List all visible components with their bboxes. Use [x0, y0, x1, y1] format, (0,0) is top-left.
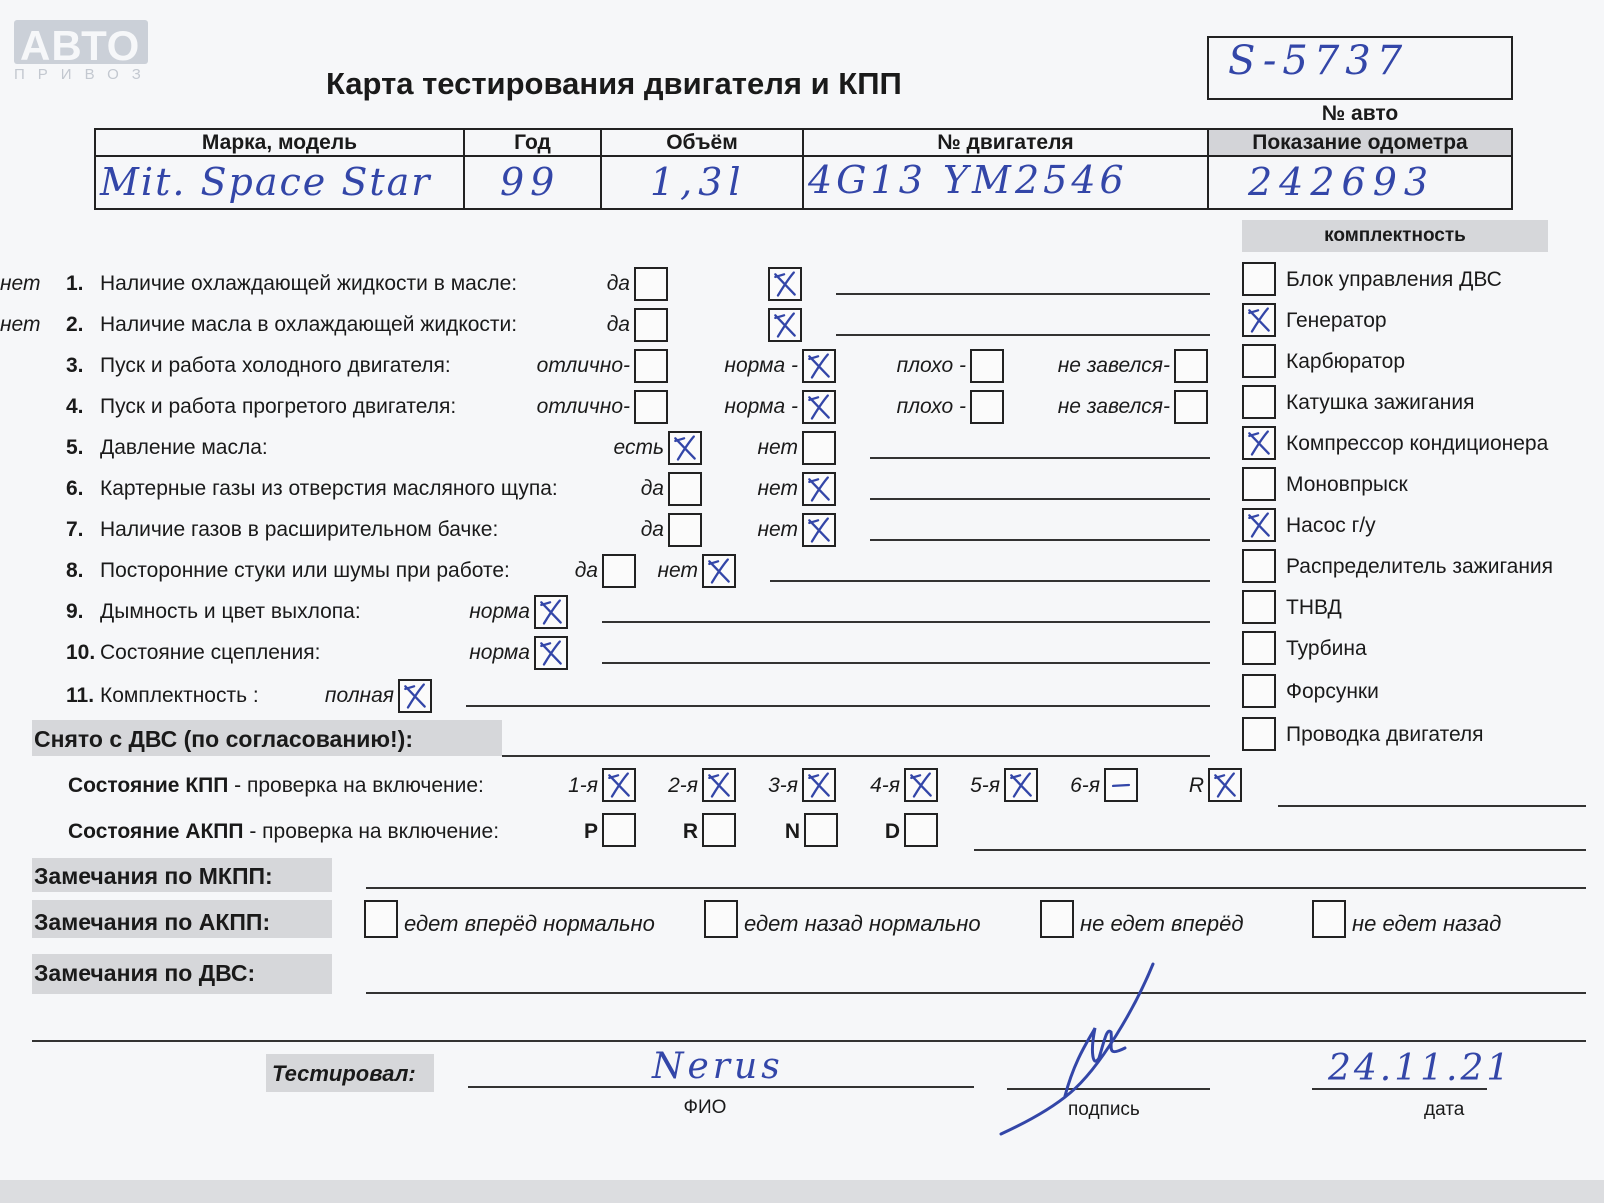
check-mark-icon: [1244, 510, 1274, 540]
checklist-label: Пуск и работа прогретого двигателя:: [100, 395, 457, 418]
akpp-mode-checkbox[interactable]: [702, 813, 736, 847]
checklist-number: 5.: [66, 436, 84, 459]
checklist-checkbox[interactable]: [398, 679, 432, 713]
tested-label: Тестировал:: [272, 1061, 416, 1086]
checklist-checkbox[interactable]: [802, 472, 836, 506]
checklist-option-label: да: [574, 559, 598, 582]
checklist-option-label: нет: [0, 272, 41, 295]
check-mark-icon: [536, 597, 566, 627]
completeness-item-label: Распределитель зажигания: [1286, 555, 1554, 578]
signature-caption: подпись: [1068, 1099, 1140, 1120]
checklist-note-line: [870, 457, 1210, 459]
gear-checkbox[interactable]: [1104, 768, 1138, 802]
checklist-note-line: [870, 539, 1210, 541]
check-mark-icon: [400, 681, 430, 711]
check-mark-icon: [804, 515, 834, 545]
completeness-checkbox[interactable]: [1242, 508, 1276, 542]
kpp-line: [1278, 805, 1586, 807]
checklist-number: 10.: [66, 641, 96, 664]
checklist-number: 2.: [66, 313, 84, 336]
date-caption: дата: [1424, 1099, 1465, 1120]
checklist-checkbox[interactable]: [634, 349, 668, 383]
checklist-option-label: да: [640, 518, 664, 541]
checklist-label: Наличие охлаждающей жидкости в масле:: [100, 272, 518, 295]
checklist-checkbox[interactable]: [634, 308, 668, 342]
gear-label: 6-я: [1070, 774, 1100, 797]
car-number-label: № авто: [1321, 102, 1399, 125]
engine-value: 4G13 YM2546: [808, 158, 1128, 202]
brand-label: Марка, модель: [201, 131, 358, 154]
checklist-checkbox[interactable]: [768, 267, 802, 301]
akpp-mode-checkbox[interactable]: [904, 813, 938, 847]
kpp-label: [68, 774, 484, 798]
checklist-note-line: [770, 580, 1210, 582]
checklist-note-line: [602, 662, 1210, 664]
completeness-checkbox[interactable]: [1242, 717, 1276, 751]
check-mark-icon: [906, 770, 936, 800]
checklist-checkbox[interactable]: [802, 513, 836, 547]
volume-label: Объём: [666, 131, 738, 154]
year-value: 99: [500, 160, 561, 204]
logo: [14, 20, 148, 69]
checklist-label: Состояние сцепления:: [100, 641, 321, 664]
completeness-item-label: ТНВД: [1286, 596, 1342, 619]
check-mark-icon: [704, 770, 734, 800]
check-mark-icon: [770, 310, 800, 340]
checklist-option-label: не завелся-: [1057, 354, 1170, 377]
odometer-label: Показание одометра: [1252, 131, 1468, 154]
akpp-remark-checkbox[interactable]: [1040, 900, 1074, 938]
checklist-label: Наличие газов в расширительном бачке:: [100, 518, 499, 541]
checklist-option-label: норма: [469, 600, 530, 623]
completeness-item-label: Компрессор кондиционера: [1286, 432, 1549, 455]
akpp-remark-label: едет вперёд нормально: [404, 911, 655, 936]
check-mark-icon: [804, 474, 834, 504]
completeness-item-label: Форсунки: [1286, 680, 1379, 703]
completeness-item-label: Катушка зажигания: [1286, 391, 1475, 414]
footer-separator: [32, 1040, 1586, 1042]
odometer-value: 242693: [1248, 160, 1436, 204]
checklist-number: 9.: [66, 600, 84, 623]
checklist-checkbox[interactable]: [1174, 390, 1208, 424]
checklist-option-label: плохо -: [896, 395, 966, 418]
checklist-note-line: [836, 334, 1210, 336]
completeness-item-label: Насос г/у: [1286, 514, 1376, 537]
completeness-checkbox[interactable]: [1242, 262, 1276, 296]
checklist-label: Давление масла:: [100, 436, 268, 459]
checklist-checkbox[interactable]: [1174, 349, 1208, 383]
checklist-checkbox[interactable]: [668, 513, 702, 547]
checklist-checkbox[interactable]: [702, 554, 736, 588]
check-mark-icon: [804, 770, 834, 800]
checklist-checkbox[interactable]: [768, 308, 802, 342]
checklist-checkbox[interactable]: [534, 636, 568, 670]
checklist-option-label: плохо -: [896, 354, 966, 377]
checklist-number: 3.: [66, 354, 84, 377]
akpp-label-rest: - проверка на включение:: [243, 820, 500, 843]
completeness-checkbox[interactable]: [1242, 590, 1276, 624]
brand-value: Mit. Space Star: [100, 160, 432, 204]
completeness-checkbox[interactable]: [1242, 549, 1276, 583]
gear-label: 4-я: [870, 774, 900, 797]
checklist-checkbox[interactable]: [802, 390, 836, 424]
akpp-remark-checkbox[interactable]: [704, 900, 738, 938]
akpp-remark-checkbox[interactable]: [364, 900, 398, 938]
mkpp-remarks-line: [366, 887, 1586, 889]
check-mark-icon: [604, 770, 634, 800]
dvs-remarks-label: Замечания по ДВС:: [34, 960, 256, 986]
akpp-mode-label: N: [784, 820, 800, 843]
checklist-checkbox[interactable]: [634, 390, 668, 424]
name-value: Nerus: [652, 1046, 784, 1087]
mkpp-remarks-label: Замечания по МКПП:: [34, 863, 273, 889]
checklist-option-label: полная: [324, 684, 394, 707]
completeness-item-label: Турбина: [1286, 637, 1367, 660]
akpp-remark-label: не едет назад: [1352, 911, 1502, 936]
check-mark-icon: [804, 392, 834, 422]
dvs-remarks-line: [366, 992, 1586, 994]
akpp-mode-label: R: [682, 820, 698, 843]
gear-label: R: [1188, 774, 1204, 797]
completeness-item-label: Моновпрыск: [1286, 473, 1408, 496]
checklist-number: 1.: [66, 272, 84, 295]
checklist-checkbox[interactable]: [668, 431, 702, 465]
checklist-note-line: [602, 621, 1210, 623]
date-value: 24.11.21: [1328, 1048, 1513, 1089]
gear-label: 3-я: [768, 774, 798, 797]
gear-label: 1-я: [568, 774, 598, 797]
completeness-title: комплектность: [1324, 225, 1466, 246]
checklist-checkbox[interactable]: [634, 267, 668, 301]
checklist-label: Дымность и цвет выхлопа:: [100, 600, 361, 623]
checklist-note-line: [836, 293, 1210, 295]
checklist-option-label: есть: [613, 436, 664, 459]
akpp-mode-checkbox[interactable]: [804, 813, 838, 847]
completeness-item-label: Карбюратор: [1286, 350, 1406, 373]
checklist-option-label: норма -: [724, 354, 798, 377]
completeness-item-label: Проводка двигателя: [1286, 723, 1484, 746]
akpp-remark-checkbox[interactable]: [1312, 900, 1346, 938]
akpp-line: [974, 849, 1586, 851]
checklist-option-label: нет: [757, 436, 798, 459]
checklist-checkbox[interactable]: [668, 472, 702, 506]
kpp-label-rest: - проверка на включение:: [228, 774, 484, 797]
car-number-value: S-5737: [1228, 38, 1409, 84]
checklist-option-label: не завелся-: [1057, 395, 1170, 418]
logo-text: АВТО: [20, 22, 141, 69]
checklist-option-label: да: [640, 477, 664, 500]
checklist-checkbox[interactable]: [802, 431, 836, 465]
gear-checkbox[interactable]: [702, 768, 736, 802]
checklist-option-label: нет: [757, 518, 798, 541]
gear-checkbox[interactable]: [1004, 768, 1038, 802]
volume-value: 1,3l: [650, 160, 747, 204]
dash-mark-icon: [1106, 770, 1136, 800]
completeness-checkbox[interactable]: [1242, 385, 1276, 419]
akpp-mode-label: D: [884, 820, 900, 843]
checklist-number: 7.: [66, 518, 84, 541]
checklist-option-label: отлично-: [536, 354, 630, 377]
gear-label: 5-я: [970, 774, 1000, 797]
checklist-checkbox[interactable]: [802, 349, 836, 383]
gear-label: 2-я: [668, 774, 698, 797]
check-mark-icon: [1006, 770, 1036, 800]
akpp-mode-checkbox[interactable]: [602, 813, 636, 847]
page-title: Карта тестирования двигателя и КПП: [326, 66, 902, 101]
akpp-label-bold: Состояние АКПП: [68, 820, 244, 843]
checklist-option-label: отлично-: [536, 395, 630, 418]
checklist-option-label: нет: [757, 477, 798, 500]
checklist-checkbox[interactable]: [970, 390, 1004, 424]
completeness-checkbox[interactable]: [1242, 344, 1276, 378]
gear-checkbox[interactable]: [1208, 768, 1242, 802]
checklist-note-line: [466, 705, 1210, 707]
check-mark-icon: [704, 556, 734, 586]
checklist-checkbox[interactable]: [602, 554, 636, 588]
akpp-remark-label: едет назад нормально: [744, 911, 981, 936]
checklist-label: Комплектность :: [100, 684, 259, 707]
completeness-checkbox[interactable]: [1242, 674, 1276, 708]
removed-label: Снято с ДВС (по согласованию!):: [34, 726, 413, 752]
checklist-number: 11.: [66, 684, 95, 707]
name-caption: ФИО: [683, 1097, 727, 1118]
checklist-option-label: да: [606, 313, 630, 336]
engine-label: № двигателя: [937, 131, 1074, 154]
checklist-checkbox[interactable]: [534, 595, 568, 629]
akpp-remark-label: не едет вперёд: [1080, 911, 1244, 936]
completeness-checkbox[interactable]: [1242, 631, 1276, 665]
checklist-number: 6.: [66, 477, 84, 500]
check-mark-icon: [1210, 770, 1240, 800]
completeness-checkbox[interactable]: [1242, 426, 1276, 460]
checklist-label: Картерные газы из отверстия масляного щупа:: [100, 477, 558, 500]
checklist-number: 4.: [66, 395, 84, 418]
checklist-number: 8.: [66, 559, 84, 582]
gear-checkbox[interactable]: [802, 768, 836, 802]
kpp-label-bold: Состояние КПП: [68, 774, 229, 797]
akpp-mode-label: P: [583, 820, 598, 843]
completeness-item-label: Блок управления ДВС: [1286, 268, 1502, 291]
completeness-checkbox[interactable]: [1242, 303, 1276, 337]
checklist-option-label: норма -: [724, 395, 798, 418]
checklist-note-line: [870, 498, 1210, 500]
checklist-option-label: да: [606, 272, 630, 295]
checklist-checkbox[interactable]: [970, 349, 1004, 383]
gear-checkbox[interactable]: [904, 768, 938, 802]
completeness-item-label: Генератор: [1286, 309, 1387, 332]
gear-checkbox[interactable]: [602, 768, 636, 802]
akpp-label: [68, 820, 499, 844]
check-mark-icon: [670, 433, 700, 463]
checklist-option-label: нет: [0, 313, 41, 336]
completeness-checkbox[interactable]: [1242, 467, 1276, 501]
removed-line: [502, 755, 1210, 757]
checklist-label: Пуск и работа холодного двигателя:: [100, 354, 451, 377]
checklist-label: Наличие масла в охлаждающей жидкости:: [100, 313, 518, 336]
logo-subtext: ПРИВОЗ: [14, 66, 154, 83]
check-mark-icon: [804, 351, 834, 381]
year-label: Год: [514, 131, 551, 154]
checklist-option-label: норма: [469, 641, 530, 664]
akpp-remarks-label: Замечания по АКПП:: [34, 909, 271, 935]
checklist-label: Посторонние стуки или шумы при работе:: [100, 559, 510, 582]
checklist-option-label: нет: [657, 559, 698, 582]
check-mark-icon: [1244, 305, 1274, 335]
bottom-edge: [0, 1180, 1604, 1203]
check-mark-icon: [770, 269, 800, 299]
check-mark-icon: [1244, 428, 1274, 458]
check-mark-icon: [536, 638, 566, 668]
